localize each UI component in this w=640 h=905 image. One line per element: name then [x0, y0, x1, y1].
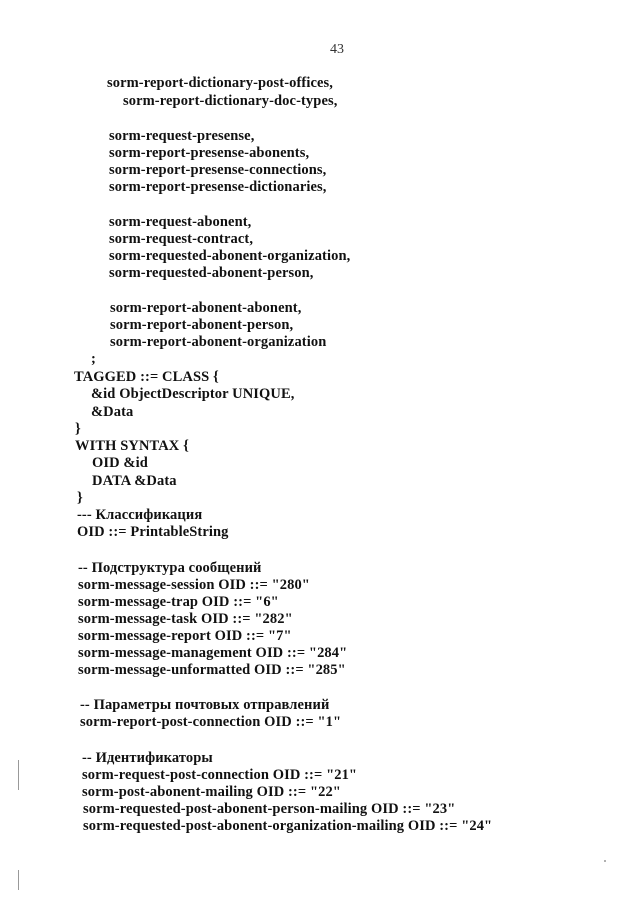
code-line: sorm-report-dictionary-post-offices,: [107, 75, 334, 91]
code-line: sorm-requested-abonent-organization,: [109, 248, 351, 264]
code-line: sorm-report-presense-dictionaries,: [109, 179, 327, 195]
code-line: sorm-message-report OID ::= "7": [78, 628, 292, 644]
code-line: sorm-report-abonent-person,: [110, 317, 294, 333]
code-line: OID ::= PrintableString: [77, 524, 229, 540]
code-line: sorm-requested-post-abonent-person-mailing OID ::= "23": [83, 801, 456, 817]
code-line: ;: [91, 351, 96, 367]
code-line: DATA &Data: [92, 473, 177, 489]
code-line: }: [75, 421, 81, 437]
code-line: sorm-request-post-connection OID ::= "21": [82, 767, 358, 783]
scan-artifact: [18, 760, 19, 790]
code-line: sorm-message-task OID ::= "282": [78, 611, 293, 627]
code-line: WITH SYNTAX {: [75, 438, 189, 454]
scan-artifact: [18, 870, 19, 890]
code-comment: -- Параметры почтовых отправлений: [80, 697, 330, 713]
code-line: sorm-message-trap OID ::= "6": [78, 594, 279, 610]
code-line: sorm-request-presense,: [109, 128, 255, 144]
code-line: sorm-request-contract,: [109, 231, 254, 247]
code-line: sorm-report-presense-connections,: [109, 162, 327, 178]
code-line: OID &id: [92, 455, 148, 471]
code-line: TAGGED ::= CLASS {: [74, 369, 219, 385]
code-line: sorm-report-post-connection OID ::= "1": [80, 714, 342, 730]
code-line: sorm-report-presense-abonents,: [109, 145, 310, 161]
code-line: }: [77, 490, 83, 506]
code-line: sorm-message-unformatted OID ::= "285": [78, 662, 346, 678]
page-number: 43: [330, 42, 344, 57]
code-line: sorm-message-session OID ::= "280": [78, 577, 310, 593]
code-line: sorm-post-abonent-mailing OID ::= "22": [82, 784, 341, 800]
code-line: &id ObjectDescriptor UNIQUE,: [91, 386, 295, 402]
code-line: sorm-message-management OID ::= "284": [78, 645, 348, 661]
code-line: sorm-requested-post-abonent-organization-mailing OID ::= "24": [83, 818, 493, 834]
code-line: sorm-report-abonent-abonent,: [110, 300, 302, 316]
code-comment: -- Подструктура сообщений: [78, 560, 262, 576]
code-line: sorm-report-dictionary-doc-types,: [123, 93, 338, 109]
code-comment: -- Идентификаторы: [82, 750, 213, 766]
code-line: sorm-requested-abonent-person,: [109, 265, 314, 281]
code-line: sorm-request-abonent,: [109, 214, 252, 230]
code-line: sorm-report-abonent-organization: [110, 334, 327, 350]
code-comment: --- Классификация: [77, 507, 203, 523]
scan-artifact: [604, 860, 606, 862]
code-line: &Data: [91, 404, 134, 420]
